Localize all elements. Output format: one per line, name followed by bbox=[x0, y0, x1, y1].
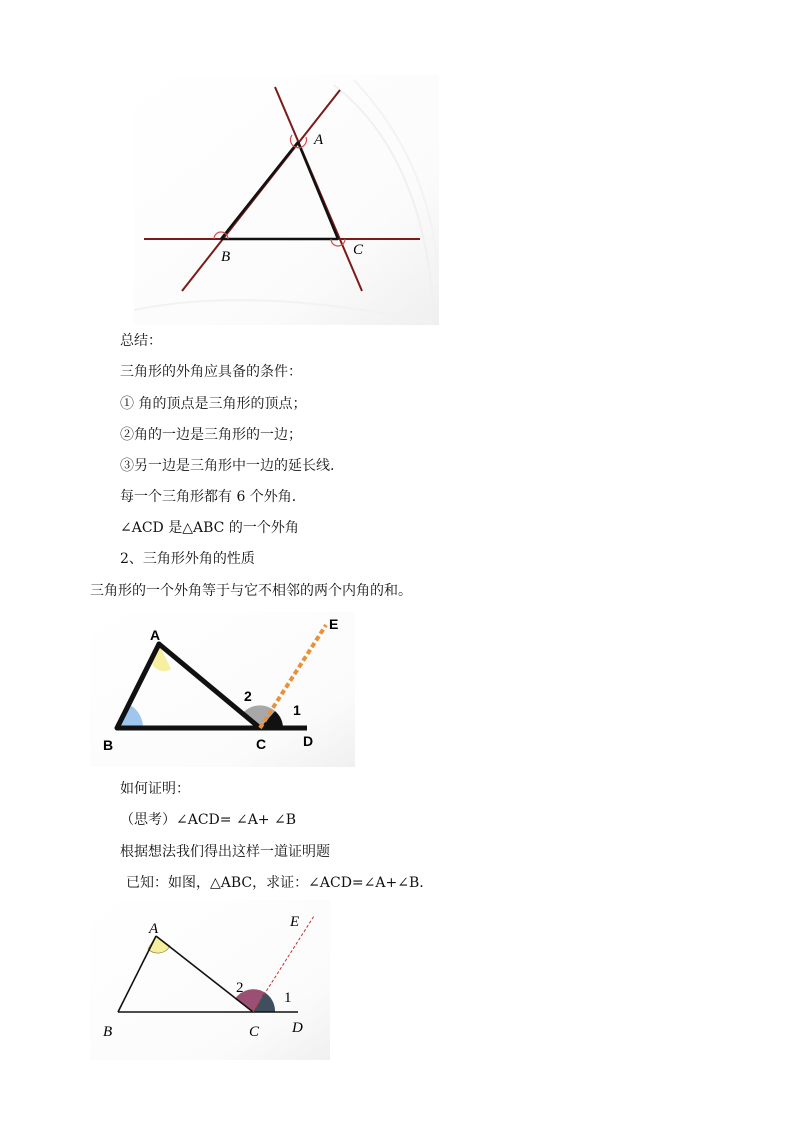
label-a: A bbox=[149, 921, 159, 937]
label-angle-2: 2 bbox=[236, 980, 244, 996]
label-c: C bbox=[256, 736, 267, 752]
how-to-prove: 如何证明： bbox=[120, 781, 190, 797]
label-d: D bbox=[303, 733, 314, 749]
exterior-angle-count: 每一个三角形都有 6 个外角． bbox=[120, 489, 306, 505]
figure-exterior-angles bbox=[134, 75, 439, 325]
label-a: A bbox=[150, 627, 161, 643]
given-statement: 已知：如图，△ABC，求证：∠ACD=∠A+∠B. bbox=[126, 875, 424, 891]
derive-statement: 根据想法我们得出这样一道证明题 bbox=[120, 844, 330, 860]
section-heading: 2、三角形外角的性质 bbox=[120, 551, 255, 567]
condition-3: ③另一边是三角形中一边的延长线. bbox=[120, 458, 335, 474]
label-d: D bbox=[292, 1020, 303, 1036]
label-e: E bbox=[290, 914, 300, 930]
exterior-angle-example: ∠ACD 是△ABC 的一个外角 bbox=[120, 520, 299, 536]
label-angle-1: 1 bbox=[293, 702, 301, 718]
conditions-intro: 三角形的外角应具备的条件： bbox=[120, 364, 302, 380]
label-b: B bbox=[103, 1024, 113, 1040]
figure-exterior-angle-property bbox=[90, 612, 355, 767]
summary-heading: 总结： bbox=[120, 333, 162, 349]
condition-1: ① 角的顶点是三角形的顶点； bbox=[120, 396, 307, 412]
label-b: B bbox=[221, 249, 231, 265]
think-statement: （思考）∠ACD= ∠A+ ∠B bbox=[120, 812, 296, 828]
label-a: A bbox=[314, 132, 324, 148]
figure-background bbox=[90, 612, 355, 767]
label-angle-2: 2 bbox=[244, 688, 252, 704]
label-b: B bbox=[103, 737, 114, 753]
label-angle-1: 1 bbox=[284, 990, 292, 1006]
property-statement: 三角形的一个外角等于与它不相邻的两个内角的和。 bbox=[90, 583, 412, 599]
label-c: C bbox=[249, 1024, 260, 1040]
label-c: C bbox=[353, 242, 364, 258]
label-e: E bbox=[329, 616, 339, 632]
figure-proof bbox=[90, 900, 330, 1060]
condition-2: ②角的一边是三角形的一边； bbox=[120, 427, 302, 443]
